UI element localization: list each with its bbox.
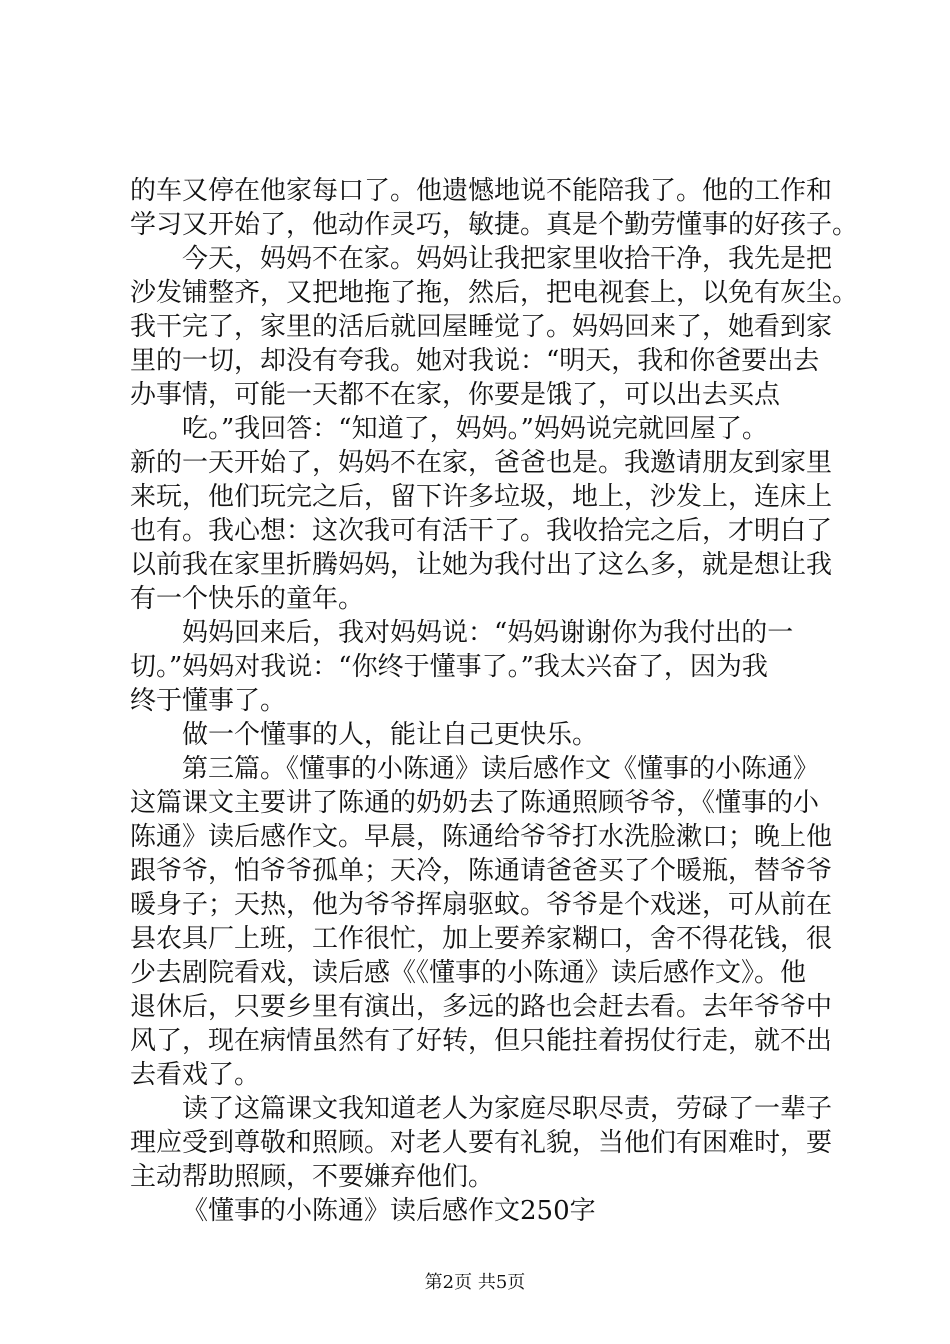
text-line: 切。”妈妈对我说：“你终于懂事了。”我太兴奋了，因为我	[130, 652, 768, 682]
document-body	[130, 174, 859, 1228]
text-line: 沙发铺整齐，又把地拖了拖，然后，把电视套上，以免有灰尘。	[130, 278, 859, 308]
text-line: 县农具厂上班，工作很忙，加上要养家糊口，舍不得花钱，很	[130, 924, 833, 954]
text-line: 第三篇。《懂事的小陈通》读后感作文《懂事的小陈通》	[182, 754, 820, 784]
text-line: 学习又开始了，他动作灵巧，敏捷。真是个勤劳懂事的好孩子。	[130, 210, 859, 240]
text-line: 新的一天开始了，妈妈不在家，爸爸也是。我邀请朋友到家里	[130, 448, 833, 478]
text-line: 少去剧院看戏，读后感《《懂事的小陈通》读后感作文》。他	[130, 958, 807, 988]
text-line: 也有。我心想：这次我可有活干了。我收拾完之后，才明白了	[130, 516, 833, 546]
text-line: 吃。”我回答：“知道了，妈妈。”妈妈说完就回屋了。	[182, 414, 768, 444]
page-footer: 第2页 共5页	[424, 1272, 526, 1293]
text-line: 退休后，只要乡里有演出，多远的路也会赶去看。去年爷爷中	[130, 992, 833, 1022]
text-line: 风了，现在病情虽然有了好转，但只能拄着拐仗行走，就不出	[130, 1026, 833, 1056]
text-line: 终于懂事了。	[130, 686, 287, 716]
text-line: 今天，妈妈不在家。妈妈让我把家里收拾干净，我先是把	[182, 244, 833, 274]
text-line: 我干完了，家里的活后就回屋睡觉了。妈妈回来了，她看到家	[130, 312, 833, 342]
text-line: 的车又停在他家每口了。他遗憾地说不能陪我了。他的工作和	[130, 176, 833, 206]
text-line: 陈通》读后感作文。早晨，陈通给爷爷打水洗脸漱口；晚上他	[130, 822, 833, 852]
text-line: 以前我在家里折腾妈妈，让她为我付出了这么多，就是想让我	[130, 550, 833, 580]
text-line: 跟爷爷，怕爷爷孤单；天冷，陈通请爸爸买了个暖瓶，替爷爷	[130, 856, 833, 886]
text-line: 来玩，他们玩完之后，留下许多垃圾，地上，沙发上，连床上	[130, 482, 833, 512]
text-line: 《懂事的小陈通》读后感作文250字	[182, 1196, 596, 1226]
text-line: 里的一切，却没有夸我。她对我说：“明天，我和你爸要出去	[130, 346, 820, 376]
text-line: 妈妈回来后，我对妈妈说：“妈妈谢谢你为我付出的一	[182, 618, 794, 648]
text-line: 主动帮助照顾，不要嫌弃他们。	[130, 1162, 495, 1192]
text-line: 暖身子；天热，他为爷爷挥扇驱蚊。爷爷是个戏迷，可从前在	[130, 890, 833, 920]
text-line: 读了这篇课文我知道老人为家庭尽职尽责，劳碌了一辈子	[182, 1094, 833, 1124]
text-line: 理应受到尊敬和照顾。对老人要有礼貌，当他们有困难时，要	[130, 1128, 833, 1158]
text-line: 做一个懂事的人，能让自己更快乐。	[182, 720, 599, 750]
text-line: 这篇课文主要讲了陈通的奶奶去了陈通照顾爷爷，《懂事的小	[130, 788, 820, 818]
text-line: 有一个快乐的童年。	[130, 584, 365, 614]
text-line: 去看戏了。	[130, 1060, 261, 1090]
text-line: 办事情，可能一天都不在家，你要是饿了，可以出去买点	[130, 380, 781, 410]
